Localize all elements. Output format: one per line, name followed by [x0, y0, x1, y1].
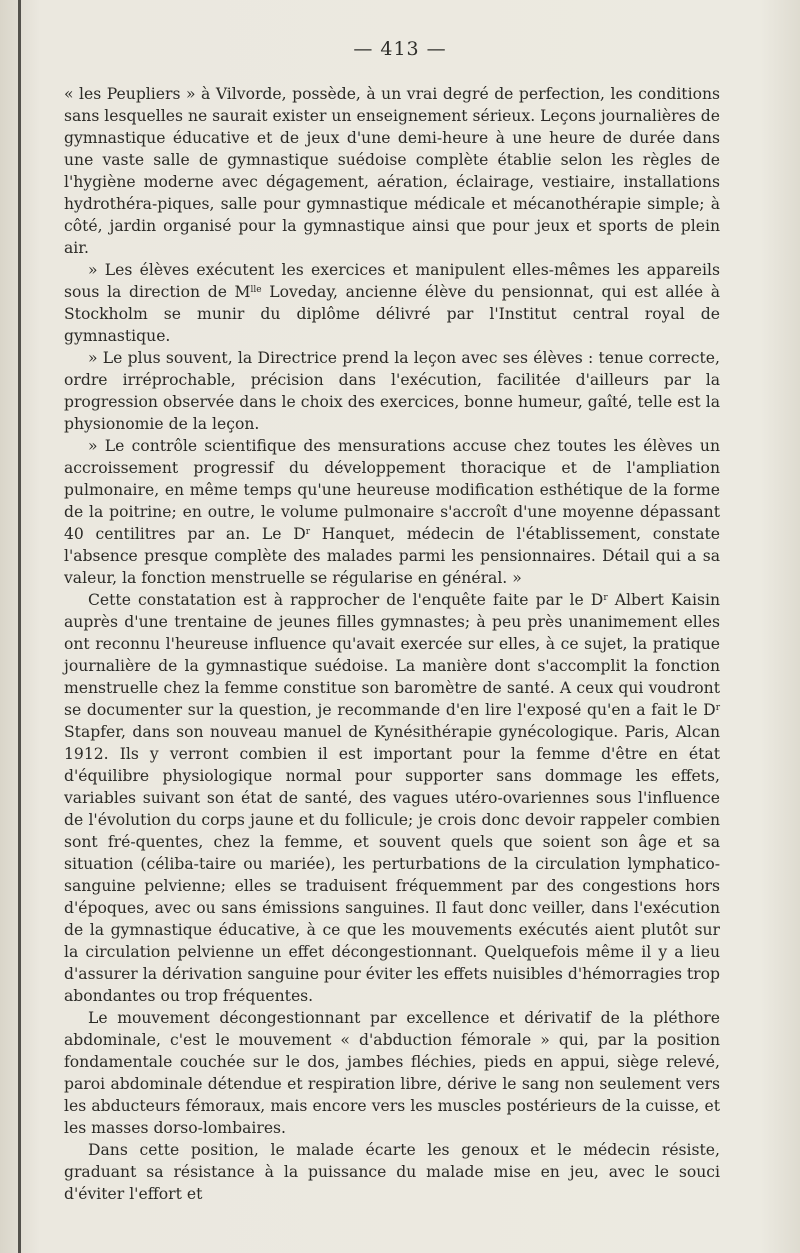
paragraph-7: [64, 1139, 720, 1205]
paragraph-2: [64, 259, 720, 347]
paragraph-text: Albert Kaisin auprès d'une trentaine de jeunes filles gymnastes; à peu près unanimement elles ont reconnu l'heureuse influence qu'avait exercée sur elles, à ce sujet, la pratique journalière de la gymnastique suédoise. La manière dont s'accomplit la fonction menstruelle chez la femme constitue son baromètre de santé. A ceux qui voudront se documenter sur la question, je recommande d'en lire l'exposé qu'en a fait le D: [64, 591, 720, 719]
paragraph-text: » Le contrôle scientifique des mensurations accuse chez toutes les élèves un accroissement progressif du développement thoracique et de l'ampliation pulmonaire, en même temps qu'une heureuse modification esthétique de la forme de la poitrine; en outre, le volume pulmonaire s'accroît d'une moyenne dépassant 40 centilitres par an. Le D: [64, 437, 720, 543]
superscript: r: [305, 527, 311, 537]
paragraph-1: [64, 83, 720, 259]
body-text: [64, 83, 720, 1205]
superscript: lle: [250, 285, 262, 295]
paragraph-text: « les Peupliers » à Vilvorde, possède, à un vrai degré de perfection, les conditions sans lesquelles ne saurait exister un enseignement sérieux. Leçons journalières de gymnastique éducative et de jeux d'une demi-heure à une heure de durée dans une vaste salle de gymnastique suédoise complète établie selon les règles de l'hygiène moderne avec dégagement, aération, éclairage, vestiaire, installations hydrothéra-piques, salle pour gymnastique médicale et mécanothérapie simple; à côté, jardin organisé pour la gymnastique ainsi que pour jeux et sports de plein air.: [64, 85, 720, 257]
paragraph-text: Loveday, ancienne élève du pensionnat, qui est allée à Stockholm se munir du diplôme délivré par l'Institut central royal de gymnastique.: [64, 283, 721, 345]
page-binding-edge: [18, 0, 21, 1253]
paragraph-text: » Le plus souvent, la Directrice prend la leçon avec ses élèves : tenue correcte, ordre irréprochable, précision dans l'exécution, facilitée d'ailleurs par la progression observée dans le choix des exercices, bonne humeur, gaîté, telle est la physionomie de la leçon.: [64, 349, 720, 433]
paragraph-3: [64, 347, 720, 435]
page-number: — 413 —: [353, 38, 447, 60]
paragraph-text: Hanquet, médecin de l'établissement, constate l'absence presque complète des malades parmi les pensionnaires. Détail qui a sa valeur, la fonction menstruelle se régularise en général. »: [64, 525, 720, 587]
paragraph-5: [64, 589, 720, 1007]
paragraph-4: [64, 435, 720, 589]
paragraph-text: » Les élèves exécutent les exercices et manipulent elles-mêmes les appareils sous la direction de M: [64, 261, 720, 301]
paragraph-text: Cette constatation est à rapprocher de l'enquête faite par le D: [88, 591, 604, 609]
paragraph-text: Dans cette position, le malade écarte les genoux et le médecin résiste, graduant sa résistance à la puissance du malade mise en jeu, avec le souci d'éviter l'effort et: [64, 1141, 720, 1203]
paragraph-text: Stapfer, dans son nouveau manuel de Kynésithérapie gynécologique. Paris, Alcan 1912. Ils y verront combien il est important pour la femme d'être en état d'équilibre physiologique normal pour supporter sans dommage les effets, variables suivant son état de santé, des vagues utéro-ovariennes sous l'influence de l'évolution du corps jaune et du follicule; je crois donc devoir rappeler combien sont fré-quentes, chez la femme, et souvent quels que soient son âge et sa situation (céliba-taire ou mariée), les perturbations de la circulation lymphatico-sanguine pelvienne; elles se traduisent fréquemment par des congestions hors d'époques, avec ou sans émissions sanguines. Il faut donc veiller, dans l'exécution de la gymnastique éducative, à ce que les mouvements exécutés aient plutôt sur la circulation pelvienne un effet décongestionnant. Quelquefois même il y a lieu d'assurer la dérivation sanguine pour éviter les effets nuisibles d'hémorragies trop abondantes ou trop fréquentes.: [64, 723, 721, 1005]
paragraph-6: [64, 1007, 720, 1139]
superscript: r: [715, 703, 720, 713]
paragraph-text: Le mouvement décongestionnant par excellence et dérivatif de la pléthore abdominale, c'est le mouvement « d'abduction fémorale » qui, par la position fondamentale couchée sur le dos, jambes fléchies, pieds en appui, siège relevé, paroi abdominale détendue et respiration libre, dérive le sang non seulement vers les abducteurs fémoraux, mais encore vers les muscles postérieurs de la cuisse, et les masses dorso-lombaires.: [64, 1009, 720, 1137]
superscript: r: [603, 593, 608, 603]
